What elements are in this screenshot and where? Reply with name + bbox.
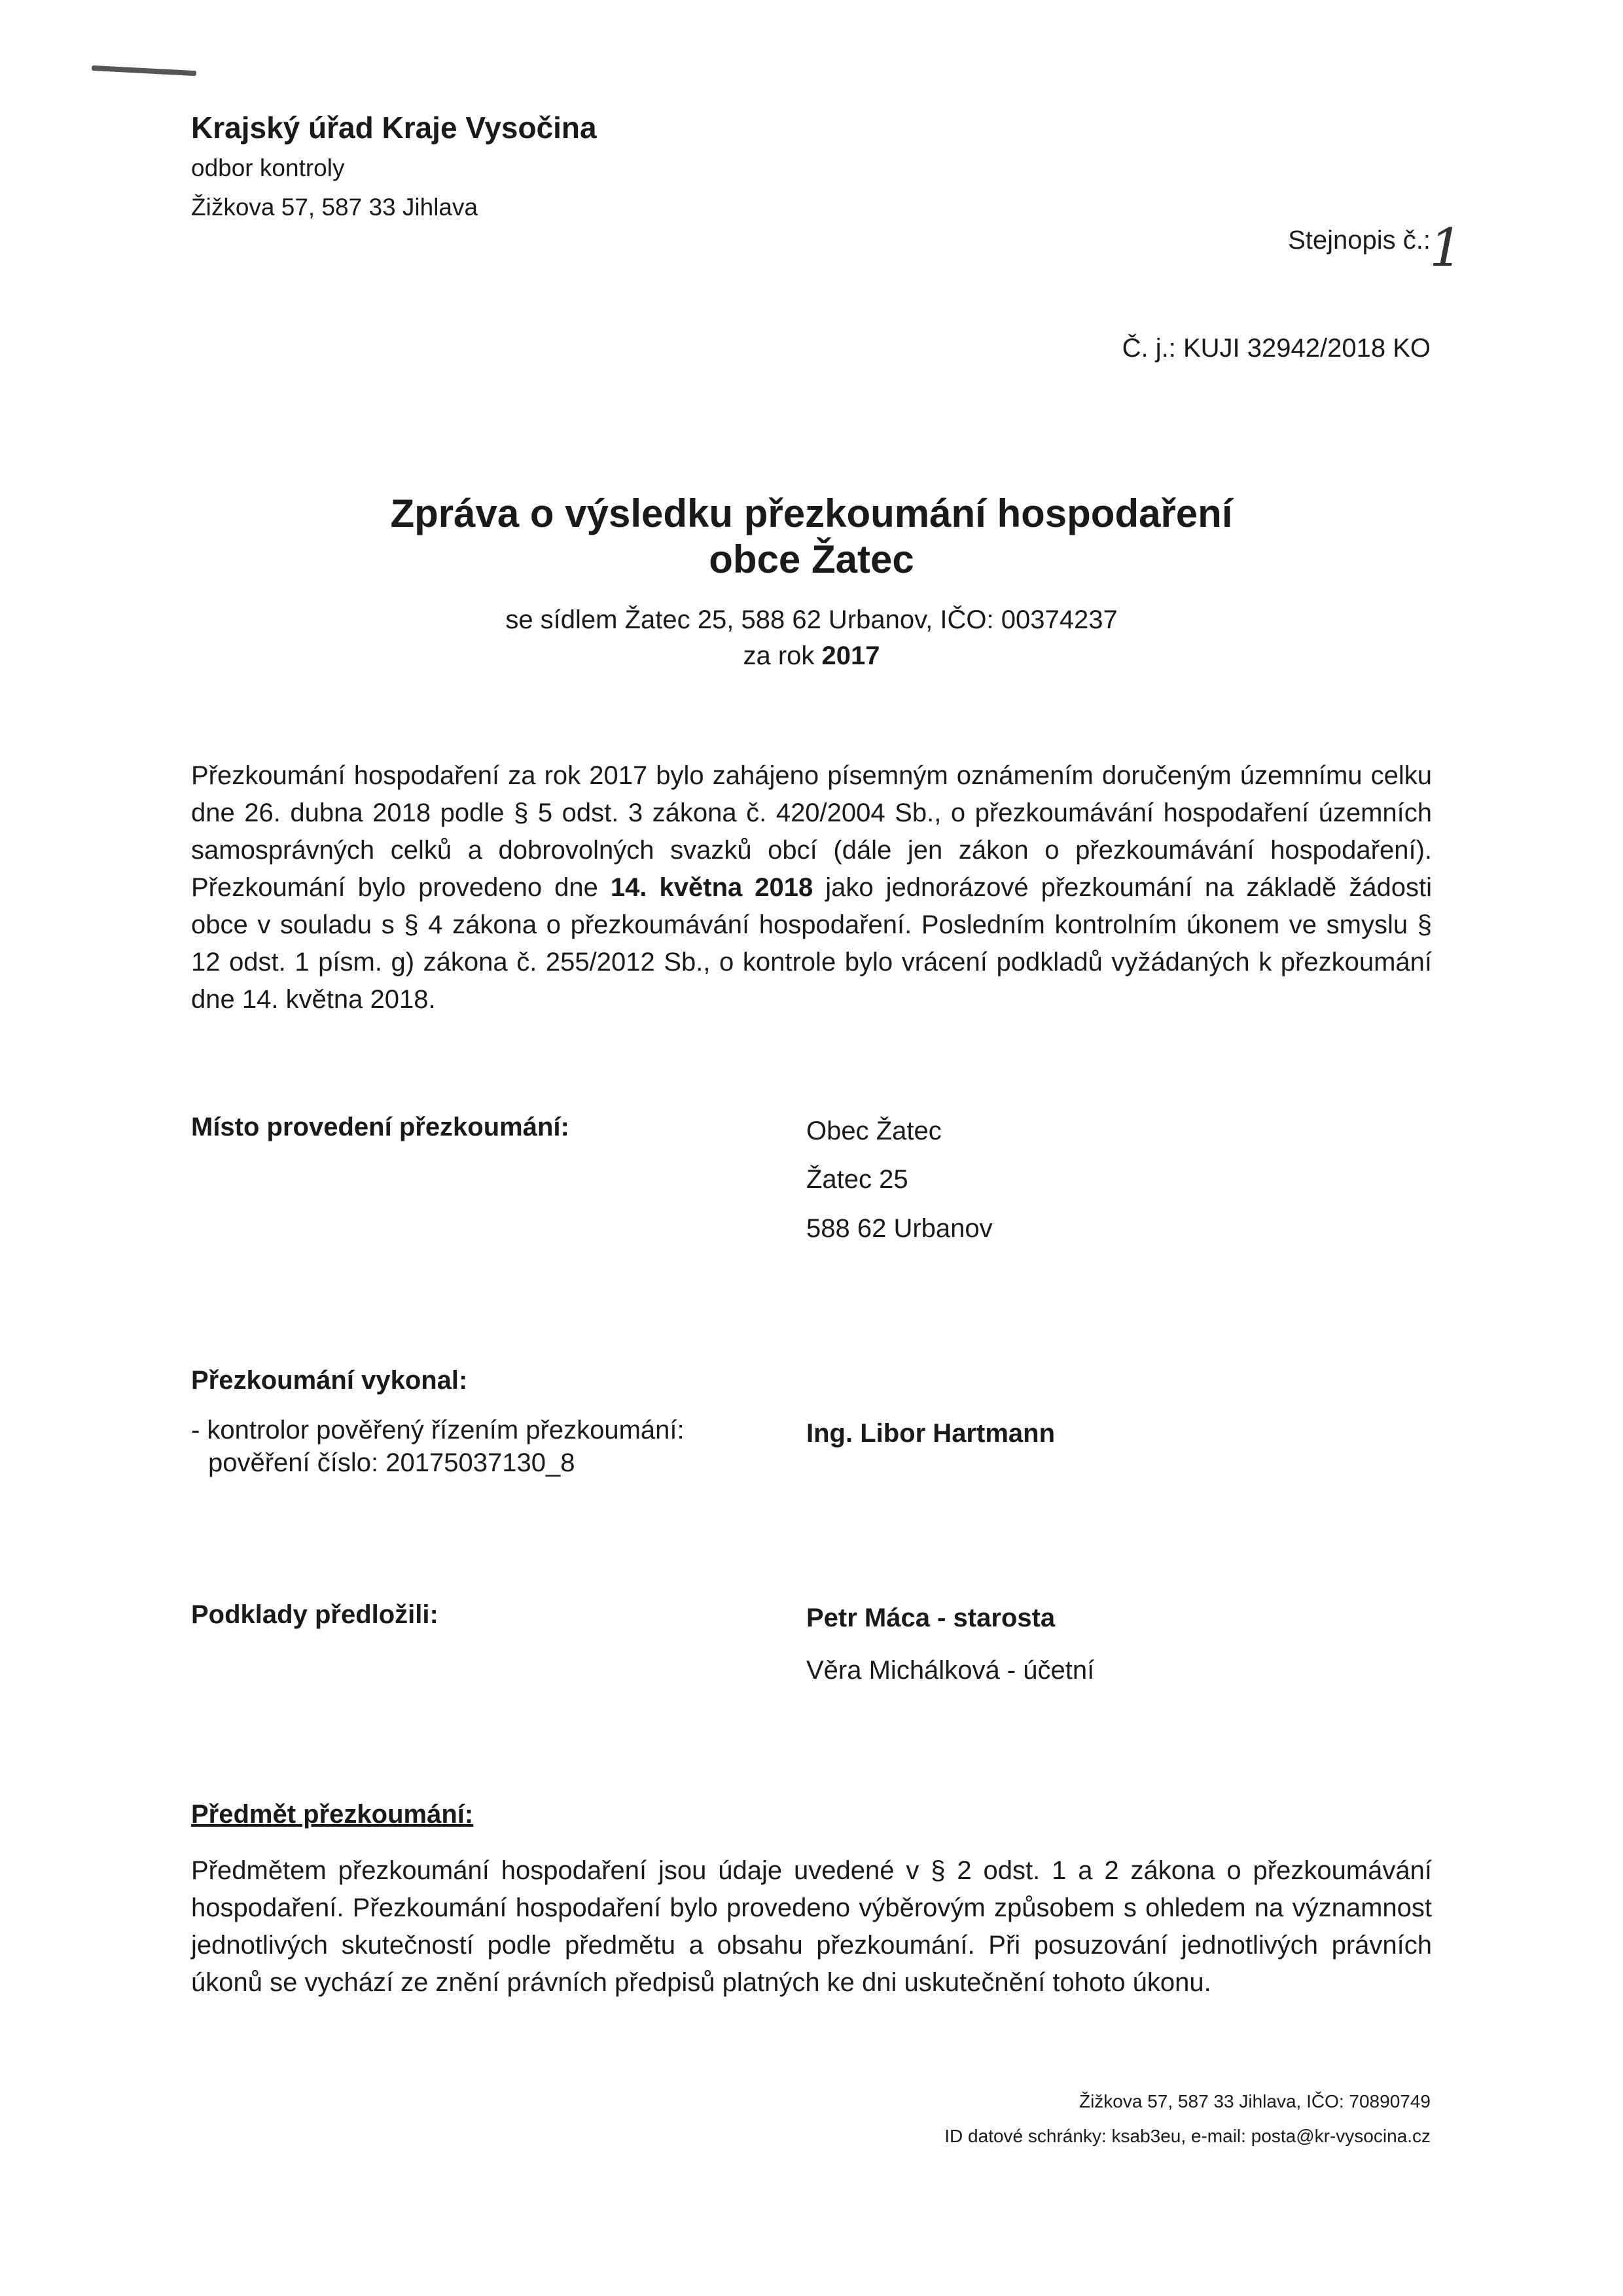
footer-contact: ID datové schránky: ksab3eu, e-mail: posta@kr-vysocina.cz [944, 2126, 1431, 2146]
header-dept: odbor kontroly [191, 154, 345, 181]
inspection-date: 14. května 2018 [610, 873, 813, 902]
copy-number: 1 [1429, 217, 1463, 278]
year-prefix: za rok [743, 641, 815, 670]
place-line-3: 588 62 Urbanov [806, 1214, 993, 1243]
place-line-2: Žatec 25 [806, 1165, 908, 1194]
controller-role: - kontrolor pověřený řízením přezkoumání: [191, 1416, 685, 1444]
intro-text-2: jako jednorázové přezkoumání na základě žádosti obce v souladu s § 4 zákona o přezkoumávání hospodaření. Posledním kontrolním úkonem ve smyslu § 12 odst. 1 písm. g) zákona č. 255/2012 Sb., o kontrole bylo vrácení podkladů vyžádaných k přezkoumání dne 14. května 2018. [191, 873, 1432, 1014]
report-subject: obce Žatec [709, 537, 914, 581]
report-title: Zpráva o výsledku přezkoumání hospodaření [390, 492, 1233, 535]
authorization-number: pověření číslo: 20175037130_8 [208, 1448, 575, 1477]
year-line [0, 641, 1623, 671]
place-line-1: Obec Žatec [806, 1117, 942, 1145]
controller-name: Ing. Libor Hartmann [806, 1419, 1055, 1448]
intro-paragraph [191, 757, 1432, 1018]
intro-text-1: Přezkoumání hospodaření za rok 2017 bylo zahájeno písemným oznámením doručeným územnímu celku dne 26. dubna 2018 podle § 5 odst. 3 zákona č. 420/2004 Sb., o přezkoumávání hospodaření územních samosprávných celků a dobrovolných svazků obcí (dále jen zákon o přezkoumávání hospodaření). Přezkoumání bylo provedeno dne [191, 761, 1432, 902]
staple-mark [92, 65, 196, 76]
reference-number: Č. j.: KUJI 32942/2018 KO [1122, 334, 1431, 363]
docs-person-2: Věra Michálková - účetní [806, 1656, 1095, 1685]
docs-person-1: Petr Máca - starosta [806, 1604, 1056, 1632]
seat-line: se sídlem Žatec 25, 588 62 Urbanov, IČO: 00374237 [505, 605, 1118, 634]
performed-label: Přezkoumání vykonal: [191, 1366, 468, 1395]
header-org: Krajský úřad Kraje Vysočina [191, 111, 597, 145]
docs-label: Podklady předložili: [191, 1600, 438, 1629]
header-address: Žižkova 57, 587 33 Jihlava [191, 194, 478, 221]
copy-label: Stejnopis č.: [1288, 226, 1431, 255]
subject-paragraph: Předmětem přezkoumání hospodaření jsou údaje uvedené v § 2 odst. 1 a 2 zákona o přezkoumávání hospodaření. Přezkoumání hospodaření bylo provedeno výběrovým způsobem s ohledem na významnost jednotlivých skutečností podle předmětu a obsahu přezkoumání. Při posuzování jednotlivých právních úkonů se vychází ze znění právních předpisů platných ke dni uskutečnění tohoto úkonu. [191, 1856, 1432, 1997]
subject-heading: Předmět přezkoumání: [191, 1800, 474, 1829]
year-value: 2017 [821, 641, 880, 670]
place-label: Místo provedení přezkoumání: [191, 1113, 569, 1141]
footer-address: Žižkova 57, 587 33 Jihlava, IČO: 70890749 [1079, 2091, 1431, 2111]
